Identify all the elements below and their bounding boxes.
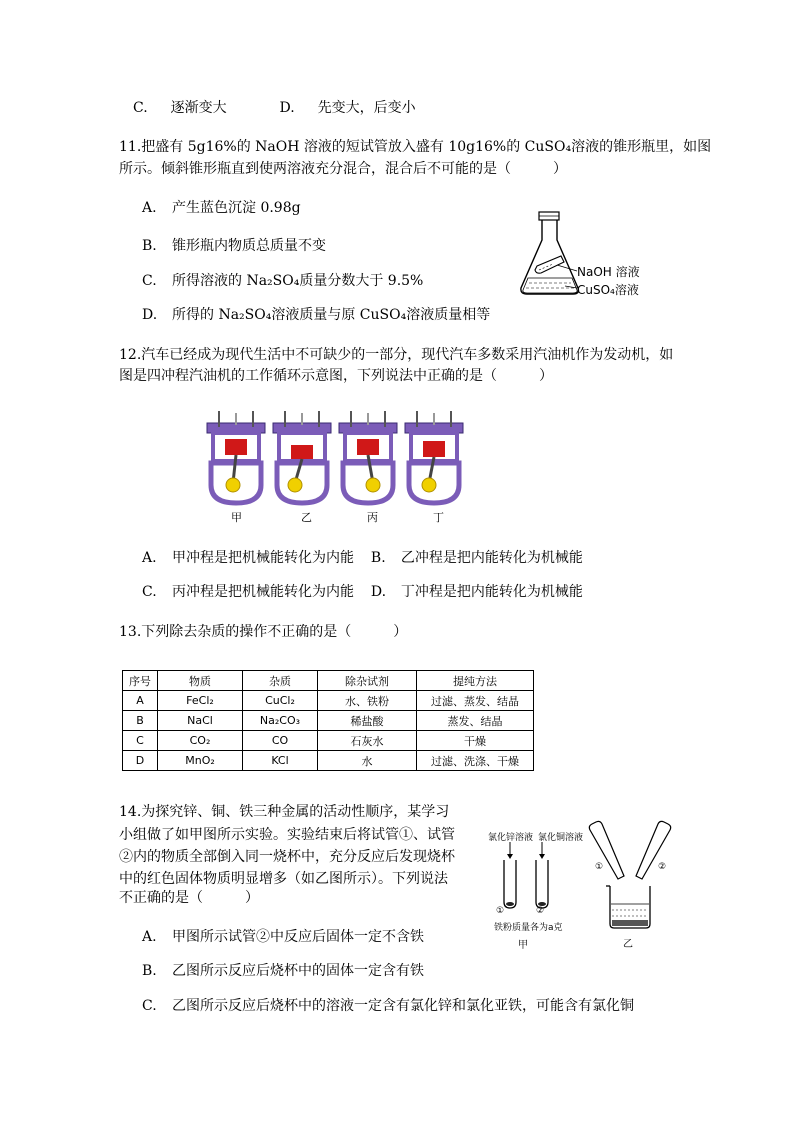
tube1-label: ① (496, 906, 505, 916)
table-cell: KCl (243, 751, 318, 771)
cucl2-label: 氯化铜溶液 (538, 833, 584, 843)
cuso4-label: CuSO₄溶液 (577, 283, 639, 297)
option-letter: B. (370, 550, 386, 566)
table-cell: FeCl₂ (158, 691, 243, 711)
q12-stem-line1: 12.汽车已经成为现代生活中不可缺少的一部分，现代汽车多数采用汽油机作为发动机，如 (119, 347, 674, 363)
option-text: 产生蓝色沉淀 0.98g (172, 200, 301, 216)
q12-option-row-ab (142, 548, 583, 568)
option-letter: D. (142, 307, 158, 323)
q12-option-row-cd (142, 582, 583, 602)
option-letter: A. (142, 200, 157, 216)
header-cell: 物质 (158, 671, 243, 691)
four-stroke-engine-figure (205, 405, 467, 523)
engine-diagram-bing (339, 411, 397, 503)
table-row (123, 711, 534, 731)
option-text: 甲图所示试管②中反应后固体一定不含铁 (172, 929, 424, 945)
q14-option-b (142, 961, 424, 981)
q14-stem-line5: 不正确的是（ ） (119, 890, 259, 906)
engine-diagram-jia (207, 411, 265, 503)
figure-label-jia: 甲 (518, 940, 528, 951)
q10-option-d-letter: D. (279, 100, 295, 116)
engine-diagram-yi (273, 411, 331, 503)
option-text: 甲冲程是把机械能转化为内能 (172, 550, 354, 566)
table-cell: 过滤、洗涤、干燥 (417, 751, 534, 771)
figure-label-yi: 乙 (623, 939, 633, 950)
q14-stem-line3: ②内的物质全部倒入同一烧杯中，充分反应后发现烧杯 (119, 849, 455, 865)
engine-diagram-ding (405, 411, 463, 503)
zncl2-label: 氯化锌溶液 (488, 833, 534, 843)
table-row (123, 731, 534, 751)
q11-stem-line2: 所示。倾斜锥形瓶直到使两溶液充分混合，混合后不可能的是（ ） (119, 161, 567, 177)
option-text: 乙冲程是把内能转化为机械能 (400, 550, 583, 566)
option-letter: C. (142, 584, 157, 600)
table-cell: CO (243, 731, 318, 751)
tube1-label: ① (595, 862, 604, 872)
q10-option-c-letter: C. (133, 100, 148, 116)
q11-option-c (142, 271, 423, 291)
table-cell: A (123, 691, 158, 711)
engine-label-jia: 甲 (231, 511, 242, 524)
table-cell: B (123, 711, 158, 731)
table-cell: 水 (318, 751, 417, 771)
option-letter: B. (142, 238, 157, 254)
impurity-table (122, 670, 534, 771)
q14-stem-line2: 小组做了如甲图所示实验。实验结束后将试管①、试管 (119, 827, 455, 843)
engine-label-yi: 乙 (301, 511, 312, 524)
header-cell: 序号 (123, 671, 158, 691)
table-cell: 水、铁粉 (318, 691, 417, 711)
q13-stem: 13.下列除去杂质的操作不正确的是（ ） (119, 624, 408, 640)
fe-mass-caption: 铁粉质量各为a克 (494, 923, 563, 933)
option-text: 所得的 Na₂SO₄溶液质量与原 CuSO₄溶液质量相等 (172, 307, 491, 323)
beaker-drawing (588, 820, 672, 948)
tube2-label: ② (658, 862, 667, 872)
experiment-figure-jia (488, 826, 588, 951)
table-cell: CuCl₂ (243, 691, 318, 711)
table-cell: 石灰水 (318, 731, 417, 751)
table-cell: C (123, 731, 158, 751)
q10-option-row (133, 98, 416, 118)
table-cell: 过滤、蒸发、结晶 (417, 691, 534, 711)
option-text: 乙图所示反应后烧杯中的固体一定含有铁 (172, 963, 424, 979)
table-cell: 干燥 (417, 731, 534, 751)
option-letter: C. (142, 998, 157, 1014)
header-cell: 提纯方法 (417, 671, 534, 691)
q10-option-d-text: 先变大，后变小 (317, 100, 416, 116)
table-cell: Na₂CO₃ (243, 711, 318, 731)
option-text: 锥形瓶内物质总质量不变 (172, 238, 326, 254)
q11-option-d (142, 305, 490, 325)
table-cell: NaCl (158, 711, 243, 731)
option-letter: B. (142, 963, 157, 979)
option-text: 丁冲程是把内能转化为机械能 (400, 584, 583, 600)
table-header-row (123, 671, 534, 691)
table-cell: CO₂ (158, 731, 243, 751)
table-cell: MnO₂ (158, 751, 243, 771)
option-letter: A. (142, 929, 157, 945)
q14-stem-line4: 中的红色固体物质明显增多（如乙图所示）。下列说法 (119, 871, 448, 887)
engine-label-ding: 丁 (433, 511, 444, 524)
conical-flask-figure (515, 208, 665, 303)
q11-option-a (142, 198, 301, 218)
q14-option-c (142, 996, 634, 1016)
option-text: 乙图所示反应后烧杯中的溶液一定含有氯化锌和氯化亚铁，可能含有氯化铜 (172, 998, 634, 1014)
q11-stem-line1: 11.把盛有 5g16%的 NaOH 溶液的短试管放入盛有 10g16%的 CuSO₄溶液的锥形瓶里，如图 (119, 139, 712, 155)
header-cell: 除杂试剂 (318, 671, 417, 691)
q14-option-a (142, 927, 424, 947)
header-cell: 杂质 (243, 671, 318, 691)
q14-stem-line1: 14.为探究锌、铜、铁三种金属的活动性顺序，某学习 (119, 804, 450, 820)
table-cell: 稀盐酸 (318, 711, 417, 731)
table-row (123, 691, 534, 711)
q10-option-c-text: 逐渐变大 (170, 100, 227, 116)
option-text: 所得溶液的 Na₂SO₄质量分数大于 9.5% (172, 273, 424, 289)
q11-option-b (142, 236, 326, 256)
experiment-figure-yi (588, 820, 672, 948)
tube2-label: ② (536, 906, 545, 916)
engine-cycle-drawing (205, 405, 467, 523)
table-cell: D (123, 751, 158, 771)
engine-label-bing: 丙 (367, 511, 378, 524)
table-cell: 蒸发、结晶 (417, 711, 534, 731)
q12-stem-line2: 图是四冲程汽油机的工作循环示意图，下列说法中正确的是（ ） (119, 368, 553, 384)
option-letter: D. (370, 584, 387, 600)
naoh-label: NaOH 溶液 (577, 265, 640, 279)
table-row (123, 751, 534, 771)
option-letter: A. (142, 550, 157, 566)
option-letter: C. (142, 273, 157, 289)
option-text: 丙冲程是把机械能转化为内能 (172, 584, 354, 600)
